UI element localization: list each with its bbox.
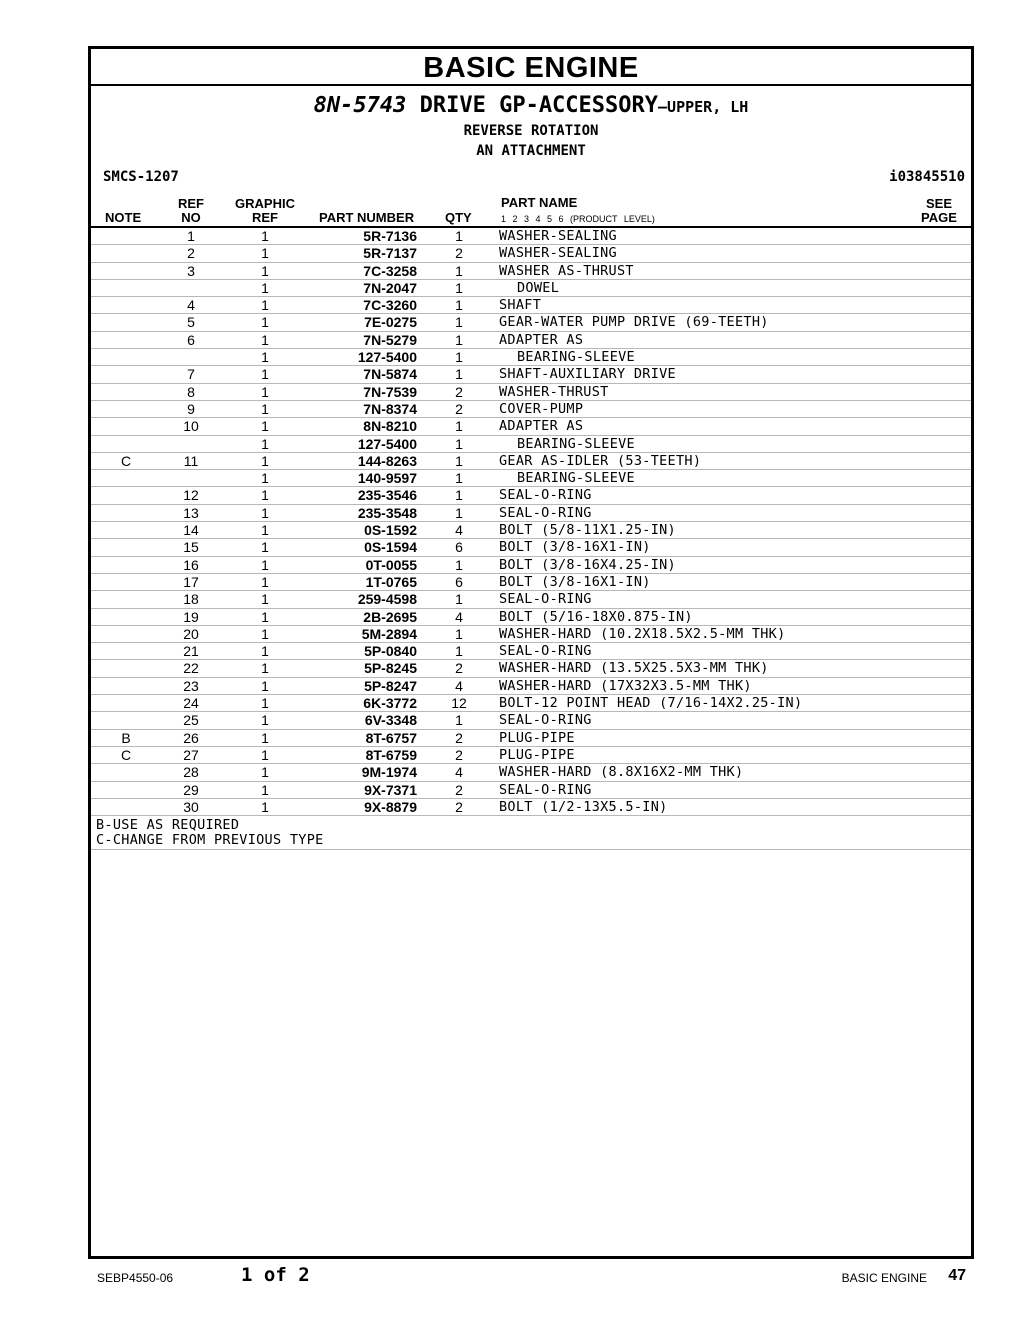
row-part-name: SEAL-O-RING bbox=[499, 712, 592, 729]
row-ref-no: 28 bbox=[183, 764, 199, 781]
row-part-number: 7N-7539 bbox=[363, 383, 417, 400]
row-ref-no: 16 bbox=[183, 556, 199, 573]
row-part-name: ADAPTER AS bbox=[499, 418, 584, 435]
table-row bbox=[91, 591, 971, 608]
row-part-name: SEAL-O-RING bbox=[499, 643, 592, 660]
group-qualifier: —UPPER, LH bbox=[658, 98, 749, 116]
row-part-number: 8T-6757 bbox=[365, 729, 417, 746]
note-line: B-USE AS REQUIRED bbox=[96, 817, 240, 834]
table-row bbox=[91, 643, 971, 660]
row-part-name: WASHER-HARD (10.2X18.5X2.5-MM THK) bbox=[499, 625, 786, 642]
row-graphic-ref: 1 bbox=[261, 643, 269, 660]
row-graphic-ref: 1 bbox=[261, 279, 269, 296]
row-graphic-ref: 1 bbox=[261, 314, 269, 331]
footer-doc-code: SEBP4550-06 bbox=[97, 1271, 174, 1285]
header-graphic-line2: REF bbox=[252, 210, 278, 225]
row-part-name: SEAL-O-RING bbox=[499, 504, 592, 521]
row-ref-no: 12 bbox=[183, 487, 199, 504]
row-graphic-ref: 1 bbox=[261, 677, 269, 694]
row-graphic-ref: 1 bbox=[261, 383, 269, 400]
table-row bbox=[91, 366, 971, 383]
row-qty: 1 bbox=[455, 331, 463, 348]
row-part-name: WASHER-HARD (17X32X3.5-MM THK) bbox=[499, 677, 752, 694]
row-ref-no: 9 bbox=[187, 400, 195, 417]
table-row bbox=[91, 280, 971, 297]
table-row bbox=[91, 609, 971, 626]
row-graphic-ref: 1 bbox=[261, 487, 269, 504]
header-ref-no bbox=[171, 197, 211, 225]
row-ref-no: 15 bbox=[183, 539, 199, 556]
table-row bbox=[91, 764, 971, 781]
row-part-number: 0T-0055 bbox=[365, 556, 417, 573]
row-part-number: 5P-0840 bbox=[364, 643, 417, 660]
row-part-name: PLUG-PIPE bbox=[499, 746, 575, 763]
table-row bbox=[91, 401, 971, 418]
page-footer bbox=[0, 1262, 1020, 1292]
row-note: B bbox=[121, 729, 131, 746]
row-qty: 4 bbox=[455, 764, 463, 781]
row-graphic-ref: 1 bbox=[261, 331, 269, 348]
row-part-name: SEAL-O-RING bbox=[499, 487, 592, 504]
row-part-name: BOLT (3/8-16X4.25-IN) bbox=[499, 556, 676, 573]
row-ref-no: 22 bbox=[183, 660, 199, 677]
row-qty: 4 bbox=[455, 677, 463, 694]
row-ref-no: 1 bbox=[187, 228, 195, 244]
row-ref-no: 10 bbox=[183, 418, 199, 435]
row-qty: 1 bbox=[455, 435, 463, 452]
row-part-number: 0S-1592 bbox=[364, 522, 417, 539]
row-note: C bbox=[120, 452, 132, 469]
row-qty: 1 bbox=[455, 504, 463, 521]
row-part-number: 127-5400 bbox=[357, 435, 417, 452]
row-graphic-ref: 1 bbox=[261, 452, 269, 469]
table-row bbox=[91, 332, 971, 349]
row-part-name: SEAL-O-RING bbox=[499, 781, 592, 798]
row-qty: 1 bbox=[455, 470, 463, 487]
row-ref-no: 30 bbox=[183, 798, 199, 815]
smcs-code: SMCS-1207 bbox=[103, 169, 179, 185]
row-qty: 1 bbox=[455, 228, 463, 244]
row-part-name: COVER-PUMP bbox=[499, 400, 584, 417]
row-part-name: ADAPTER AS bbox=[499, 331, 584, 348]
row-ref-no: 5 bbox=[187, 314, 195, 331]
row-graphic-ref: 1 bbox=[261, 522, 269, 539]
table-row bbox=[91, 678, 971, 695]
row-ref-no: 13 bbox=[183, 504, 199, 521]
row-graphic-ref: 1 bbox=[261, 349, 269, 366]
row-ref-no: 29 bbox=[183, 781, 199, 798]
row-part-name: WASHER AS-THRUST bbox=[499, 262, 634, 279]
table-row bbox=[91, 522, 971, 539]
row-ref-no: 21 bbox=[183, 643, 199, 660]
row-part-number: 9X-7371 bbox=[364, 781, 417, 798]
row-qty: 1 bbox=[455, 262, 463, 279]
row-part-number: 9X-8879 bbox=[364, 798, 417, 815]
row-part-number: 144-8263 bbox=[357, 452, 417, 469]
row-qty: 2 bbox=[455, 660, 463, 677]
row-graphic-ref: 1 bbox=[261, 556, 269, 573]
row-part-number: 7E-0275 bbox=[364, 314, 417, 331]
row-qty: 4 bbox=[455, 608, 463, 625]
row-qty: 1 bbox=[455, 625, 463, 642]
row-part-number: 140-9597 bbox=[357, 470, 417, 487]
table-row bbox=[91, 574, 971, 591]
row-qty: 1 bbox=[455, 556, 463, 573]
row-qty: 4 bbox=[455, 522, 463, 539]
row-part-number: 8T-6759 bbox=[365, 746, 417, 763]
footer-page-of: 1 of 2 bbox=[241, 1264, 310, 1286]
header-qty: QTY bbox=[445, 210, 472, 225]
row-qty: 1 bbox=[455, 314, 463, 331]
row-qty: 2 bbox=[455, 245, 463, 262]
row-graphic-ref: 1 bbox=[261, 435, 269, 452]
row-part-number: 8N-8210 bbox=[363, 418, 417, 435]
row-graphic-ref: 1 bbox=[261, 781, 269, 798]
table-row bbox=[91, 487, 971, 504]
table-row bbox=[91, 730, 971, 747]
document-identifier: i03845510 bbox=[889, 169, 965, 185]
group-title bbox=[91, 93, 971, 120]
row-qty: 1 bbox=[455, 349, 463, 366]
row-qty: 6 bbox=[455, 539, 463, 556]
row-ref-no: 23 bbox=[183, 677, 199, 694]
table-row bbox=[91, 782, 971, 799]
row-part-number: 5R-7137 bbox=[363, 245, 417, 262]
row-part-name: WASHER-SEALING bbox=[499, 228, 617, 244]
row-qty: 1 bbox=[455, 487, 463, 504]
row-part-number: 7N-5874 bbox=[363, 366, 417, 383]
footer-section: BASIC ENGINE bbox=[841, 1271, 927, 1285]
row-qty: 1 bbox=[455, 643, 463, 660]
row-qty: 1 bbox=[455, 297, 463, 314]
header-ref-line2: NO bbox=[181, 210, 201, 225]
row-ref-no: 2 bbox=[187, 245, 195, 262]
row-qty: 1 bbox=[455, 712, 463, 729]
row-part-number: 235-3548 bbox=[357, 504, 417, 521]
header-part-number: PART NUMBER bbox=[319, 210, 415, 225]
row-graphic-ref: 1 bbox=[261, 591, 269, 608]
table-row bbox=[91, 470, 971, 487]
table-row bbox=[91, 626, 971, 643]
table-row bbox=[91, 557, 971, 574]
header-graphic-ref bbox=[225, 197, 305, 225]
row-part-number: 9M-1974 bbox=[361, 764, 417, 781]
row-graphic-ref: 1 bbox=[261, 764, 269, 781]
row-note: C bbox=[120, 746, 132, 763]
row-qty: 1 bbox=[455, 366, 463, 383]
row-qty: 2 bbox=[455, 798, 463, 815]
row-part-name: SHAFT-AUXILIARY DRIVE bbox=[499, 366, 676, 383]
table-row bbox=[91, 297, 971, 314]
row-graphic-ref: 1 bbox=[261, 400, 269, 417]
row-qty: 1 bbox=[455, 279, 463, 296]
row-part-number: 7N-5279 bbox=[363, 331, 417, 348]
header-graphic-line1: GRAPHIC bbox=[235, 196, 295, 211]
section-title: BASIC ENGINE bbox=[423, 52, 639, 84]
table-row bbox=[91, 314, 971, 331]
row-graphic-ref: 1 bbox=[261, 262, 269, 279]
row-graphic-ref: 1 bbox=[261, 245, 269, 262]
row-qty: 1 bbox=[455, 418, 463, 435]
note-line: C-CHANGE FROM PREVIOUS TYPE bbox=[96, 832, 324, 849]
row-ref-no: 27 bbox=[183, 746, 199, 763]
row-ref-no: 14 bbox=[183, 522, 199, 539]
row-graphic-ref: 1 bbox=[261, 228, 269, 244]
table-row bbox=[91, 747, 971, 764]
row-part-name: BEARING-SLEEVE bbox=[517, 349, 635, 366]
table-row bbox=[91, 539, 971, 556]
table-row bbox=[91, 712, 971, 729]
table-row bbox=[91, 245, 971, 262]
header-see-page bbox=[915, 197, 963, 225]
row-graphic-ref: 1 bbox=[261, 625, 269, 642]
row-graphic-ref: 1 bbox=[261, 297, 269, 314]
row-ref-no: 17 bbox=[183, 573, 199, 590]
row-graphic-ref: 1 bbox=[261, 746, 269, 763]
row-graphic-ref: 1 bbox=[261, 539, 269, 556]
table-row bbox=[91, 263, 971, 280]
row-qty: 6 bbox=[455, 573, 463, 590]
row-part-number: 127-5400 bbox=[357, 349, 417, 366]
row-part-number: 5P-8245 bbox=[364, 660, 417, 677]
parts-list-frame bbox=[88, 46, 974, 1259]
row-qty: 2 bbox=[455, 746, 463, 763]
row-part-number: 0S-1594 bbox=[364, 539, 417, 556]
row-ref-no: 8 bbox=[187, 383, 195, 400]
row-graphic-ref: 1 bbox=[261, 418, 269, 435]
row-graphic-ref: 1 bbox=[261, 573, 269, 590]
row-part-number: 259-4598 bbox=[357, 591, 417, 608]
row-qty: 1 bbox=[455, 591, 463, 608]
row-part-name: DOWEL bbox=[517, 279, 560, 296]
table-row bbox=[91, 695, 971, 712]
row-ref-no: 18 bbox=[183, 591, 199, 608]
row-qty: 1 bbox=[455, 452, 463, 469]
row-qty: 2 bbox=[455, 729, 463, 746]
row-part-name: BEARING-SLEEVE bbox=[517, 470, 635, 487]
row-ref-no: 19 bbox=[183, 608, 199, 625]
row-ref-no: 20 bbox=[183, 625, 199, 642]
header-see-line1: SEE bbox=[925, 196, 952, 211]
row-graphic-ref: 1 bbox=[261, 504, 269, 521]
row-part-number: 5M-2894 bbox=[361, 625, 417, 642]
row-part-number: 6V-3348 bbox=[364, 712, 417, 729]
row-part-number: 5P-8247 bbox=[364, 677, 417, 694]
row-part-name: WASHER-THRUST bbox=[499, 383, 609, 400]
table-row bbox=[91, 799, 971, 816]
group-name: DRIVE GP-ACCESSORY bbox=[419, 93, 659, 118]
table-row bbox=[91, 453, 971, 470]
row-ref-no: 4 bbox=[187, 297, 195, 314]
row-ref-no: 24 bbox=[183, 695, 199, 712]
row-ref-no: 11 bbox=[183, 452, 199, 469]
row-part-number: 235-3546 bbox=[357, 487, 417, 504]
row-graphic-ref: 1 bbox=[261, 608, 269, 625]
row-graphic-ref: 1 bbox=[261, 695, 269, 712]
header-product-levels: 1 2 3 4 5 6 (PRODUCT LEVEL) bbox=[501, 214, 655, 224]
header-part-name: PART NAME bbox=[501, 195, 578, 210]
row-part-number: 5R-7136 bbox=[363, 228, 417, 244]
row-qty: 12 bbox=[451, 695, 467, 712]
footer-page-number: 47 bbox=[948, 1267, 966, 1284]
row-ref-no: 25 bbox=[183, 712, 199, 729]
row-part-name: BOLT (5/16-18X0.875-IN) bbox=[499, 608, 693, 625]
row-part-name: WASHER-HARD (8.8X16X2-MM THK) bbox=[499, 764, 744, 781]
row-part-number: 7N-2047 bbox=[363, 279, 417, 296]
row-qty: 2 bbox=[455, 781, 463, 798]
row-graphic-ref: 1 bbox=[261, 798, 269, 815]
row-part-name: PLUG-PIPE bbox=[499, 729, 575, 746]
table-row bbox=[91, 349, 971, 366]
row-part-name: BOLT (3/8-16X1-IN) bbox=[499, 539, 651, 556]
header-see-line2: PAGE bbox=[921, 210, 957, 225]
row-ref-no: 6 bbox=[187, 331, 195, 348]
row-part-number: 2B-2695 bbox=[363, 608, 417, 625]
row-graphic-ref: 1 bbox=[261, 470, 269, 487]
row-graphic-ref: 1 bbox=[261, 712, 269, 729]
header-note: NOTE bbox=[105, 210, 142, 225]
row-part-number: 7C-3258 bbox=[363, 262, 417, 279]
row-part-name: SEAL-O-RING bbox=[499, 591, 592, 608]
row-graphic-ref: 1 bbox=[261, 660, 269, 677]
table-row bbox=[91, 436, 971, 453]
notes-legend bbox=[91, 816, 971, 850]
parts-table bbox=[91, 228, 971, 850]
group-subtitle-attachment: AN ATTACHMENT bbox=[476, 143, 586, 159]
row-part-number: 1T-0765 bbox=[365, 573, 417, 590]
row-ref-no: 3 bbox=[187, 262, 195, 279]
table-row bbox=[91, 418, 971, 435]
row-graphic-ref: 1 bbox=[261, 366, 269, 383]
row-part-name: SHAFT bbox=[499, 297, 542, 314]
header-ref-line1: REF bbox=[178, 196, 204, 211]
row-part-name: WASHER-HARD (13.5X25.5X3-MM THK) bbox=[499, 660, 769, 677]
row-ref-no: 7 bbox=[187, 366, 195, 383]
row-ref-no: 26 bbox=[183, 729, 199, 746]
title-divider bbox=[91, 84, 971, 86]
row-part-name: GEAR AS-IDLER (53-TEETH) bbox=[499, 452, 702, 469]
row-part-name: BOLT (3/8-16X1-IN) bbox=[499, 573, 651, 590]
row-part-number: 7N-8374 bbox=[363, 400, 417, 417]
row-part-name: BOLT-12 POINT HEAD (7/16-14X2.25-IN) bbox=[499, 695, 803, 712]
row-part-name: BOLT (5/8-11X1.25-IN) bbox=[499, 522, 676, 539]
table-row bbox=[91, 384, 971, 401]
group-number: 8N-5743 bbox=[313, 93, 407, 118]
row-part-name: WASHER-SEALING bbox=[499, 245, 617, 262]
row-qty: 2 bbox=[455, 400, 463, 417]
row-part-name: BEARING-SLEEVE bbox=[517, 435, 635, 452]
row-part-number: 7C-3260 bbox=[363, 297, 417, 314]
group-subtitle-rotation: REVERSE ROTATION bbox=[463, 123, 599, 139]
row-qty: 2 bbox=[455, 383, 463, 400]
row-graphic-ref: 1 bbox=[261, 729, 269, 746]
table-row bbox=[91, 228, 971, 245]
table-row bbox=[91, 660, 971, 677]
table-row bbox=[91, 505, 971, 522]
row-part-number: 6K-3772 bbox=[363, 695, 417, 712]
row-part-name: BOLT (1/2-13X5.5-IN) bbox=[499, 798, 668, 815]
row-part-name: GEAR-WATER PUMP DRIVE (69-TEETH) bbox=[499, 314, 769, 331]
